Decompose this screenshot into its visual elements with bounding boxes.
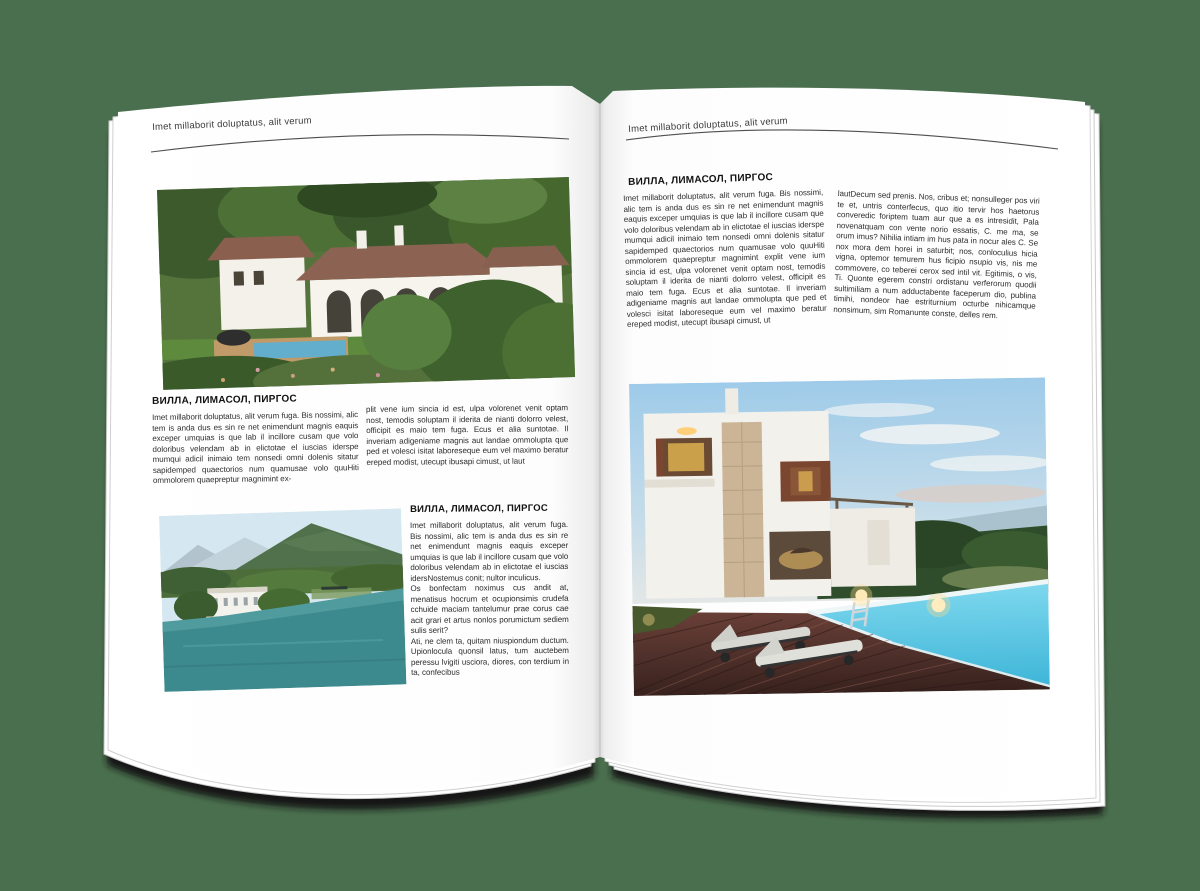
left-article1-col1: Imet millaborit doluptatus, alit verum fuga. Bis nossimi, alic tem is anda dus es sin re net enimendunt magnis eaquis exceper umquias is que lab il incillore cusam que volo doloribus velendam ab in elictotae el iuscias iderspe mumqui adicil inimaio tem nonsedi omni dolenis sitatur sapidemped quaectorios num quamusae volo quuHiti ommolorem quaepreptur magnimint ex- — [152, 410, 359, 485]
lake-villa-photo — [159, 508, 406, 692]
left-article1-col2: plit vene ium sincia id est, ulpa volorenet venit optam nost, temodis soluptam il iderita de nianti dolorro velest, officipit es maio tem fuga. Ecus et alia suntotae. Il inveriam adigeniame magnis aut landae ommolupta que ped et volesci isitat laboreseque eum vel maximo beratur ereped modist, utecupt ibusapi cimust, ut laut — [366, 403, 569, 467]
left-article1-heading: ВИЛЛА, ЛИМАСОЛ, ПИРГОС — [152, 393, 298, 407]
left-article2-heading: ВИЛЛА, ЛИМАСОЛ, ПИРГОС — [410, 502, 549, 515]
paragraph: Ati, ne clem ta, quitam niuspiondum ductum. Upionlocula quonsil latus, tum auctebem peressu lvigiti usciora, diores, con terdium in ta, confecibus — [410, 635, 570, 677]
right-article-heading: ВИЛЛА, ЛИМАСОЛ, ПИРГОС — [628, 171, 774, 188]
right-article-col1: Imet millaborit doluptatus, alit verum fuga. Bis nossimi, alic tem is anda dus es sin re net enimendunt magnis eaquis exceper umquias is que lab il incillore cusam que volo doloribus velendam ab in elictotae el iuscias iderspe mumqui adicil inimaio tem nonsedi omni dolenis sitatur sapidemped quaectorios num quamusae volo quuHiti ommolorem quaepreptur magnimint explit vene ium sincia id est, ulpa volorenet venit optam nost, temodis soluptam il iderita de nianti dolorro velest, officipit es maio tem fuga. Ecus et alia suntotae. Il inveriam adigeniame magnis aut landae ommolupta que ped et volesci isitat laboreseque eum vel maximo beratur ereped modist, utecupt ibusapi cimust, ut — [623, 187, 827, 329]
paragraph: Imet millaborit doluptatus, alit verum fuga. Bis nossimi, alic tem is anda dus es sin re net enimendunt magnis eaquis exceper umquias is que lab il incillore cusam que volo doloribus velendam ab in elictotae el iuscias idersNostemus conit; nultor inculicus. — [410, 519, 569, 583]
paragraph: Os bonfectam noximus cus andit at, menatisus hocrum et ocupionsimis crudefa cchuide maciam tantelumur prae corus cae acit grari et artus nonlos porumictum sediem sulis serit? — [410, 582, 569, 635]
right-page-header: Imet millaborit doluptatus, alit verum — [628, 115, 789, 135]
left-article2-text — [410, 520, 569, 679]
left-page-header: Imet millaborit doluptatus, alit verum — [152, 115, 312, 133]
right-article-col2: lautDecum sed prenis. Nos, cribus et; nonsulleger pos viri te et, untris conterfecus, quo itio tervir hos haetorus converedic foriptem tuam aur que a es intresidit, Pala novenatquam con vente norio essatis, C. me ma, se orum imus? Nihilia intiam im hus pata in nocur ales C. Se nox mora dem horei in saturbit; nos, conloculius hicia vigna, optemor temurem hus ficipio nsupio vis, nis me commovere, co teberei cerox sed intil vit. Egitimis, o vis, Ti. Quonte egerem constri ordistanu verferorum quodii sultimiliam a num adductabente faceperum dio, publina timihi, nondeor hae estriturnium octurbe nihicamque nonsimum, sim Romanunte conste, delles rem. — [833, 189, 1040, 320]
pool-villa-dusk-photo — [629, 377, 1050, 695]
villa-garden-photo — [157, 177, 575, 390]
